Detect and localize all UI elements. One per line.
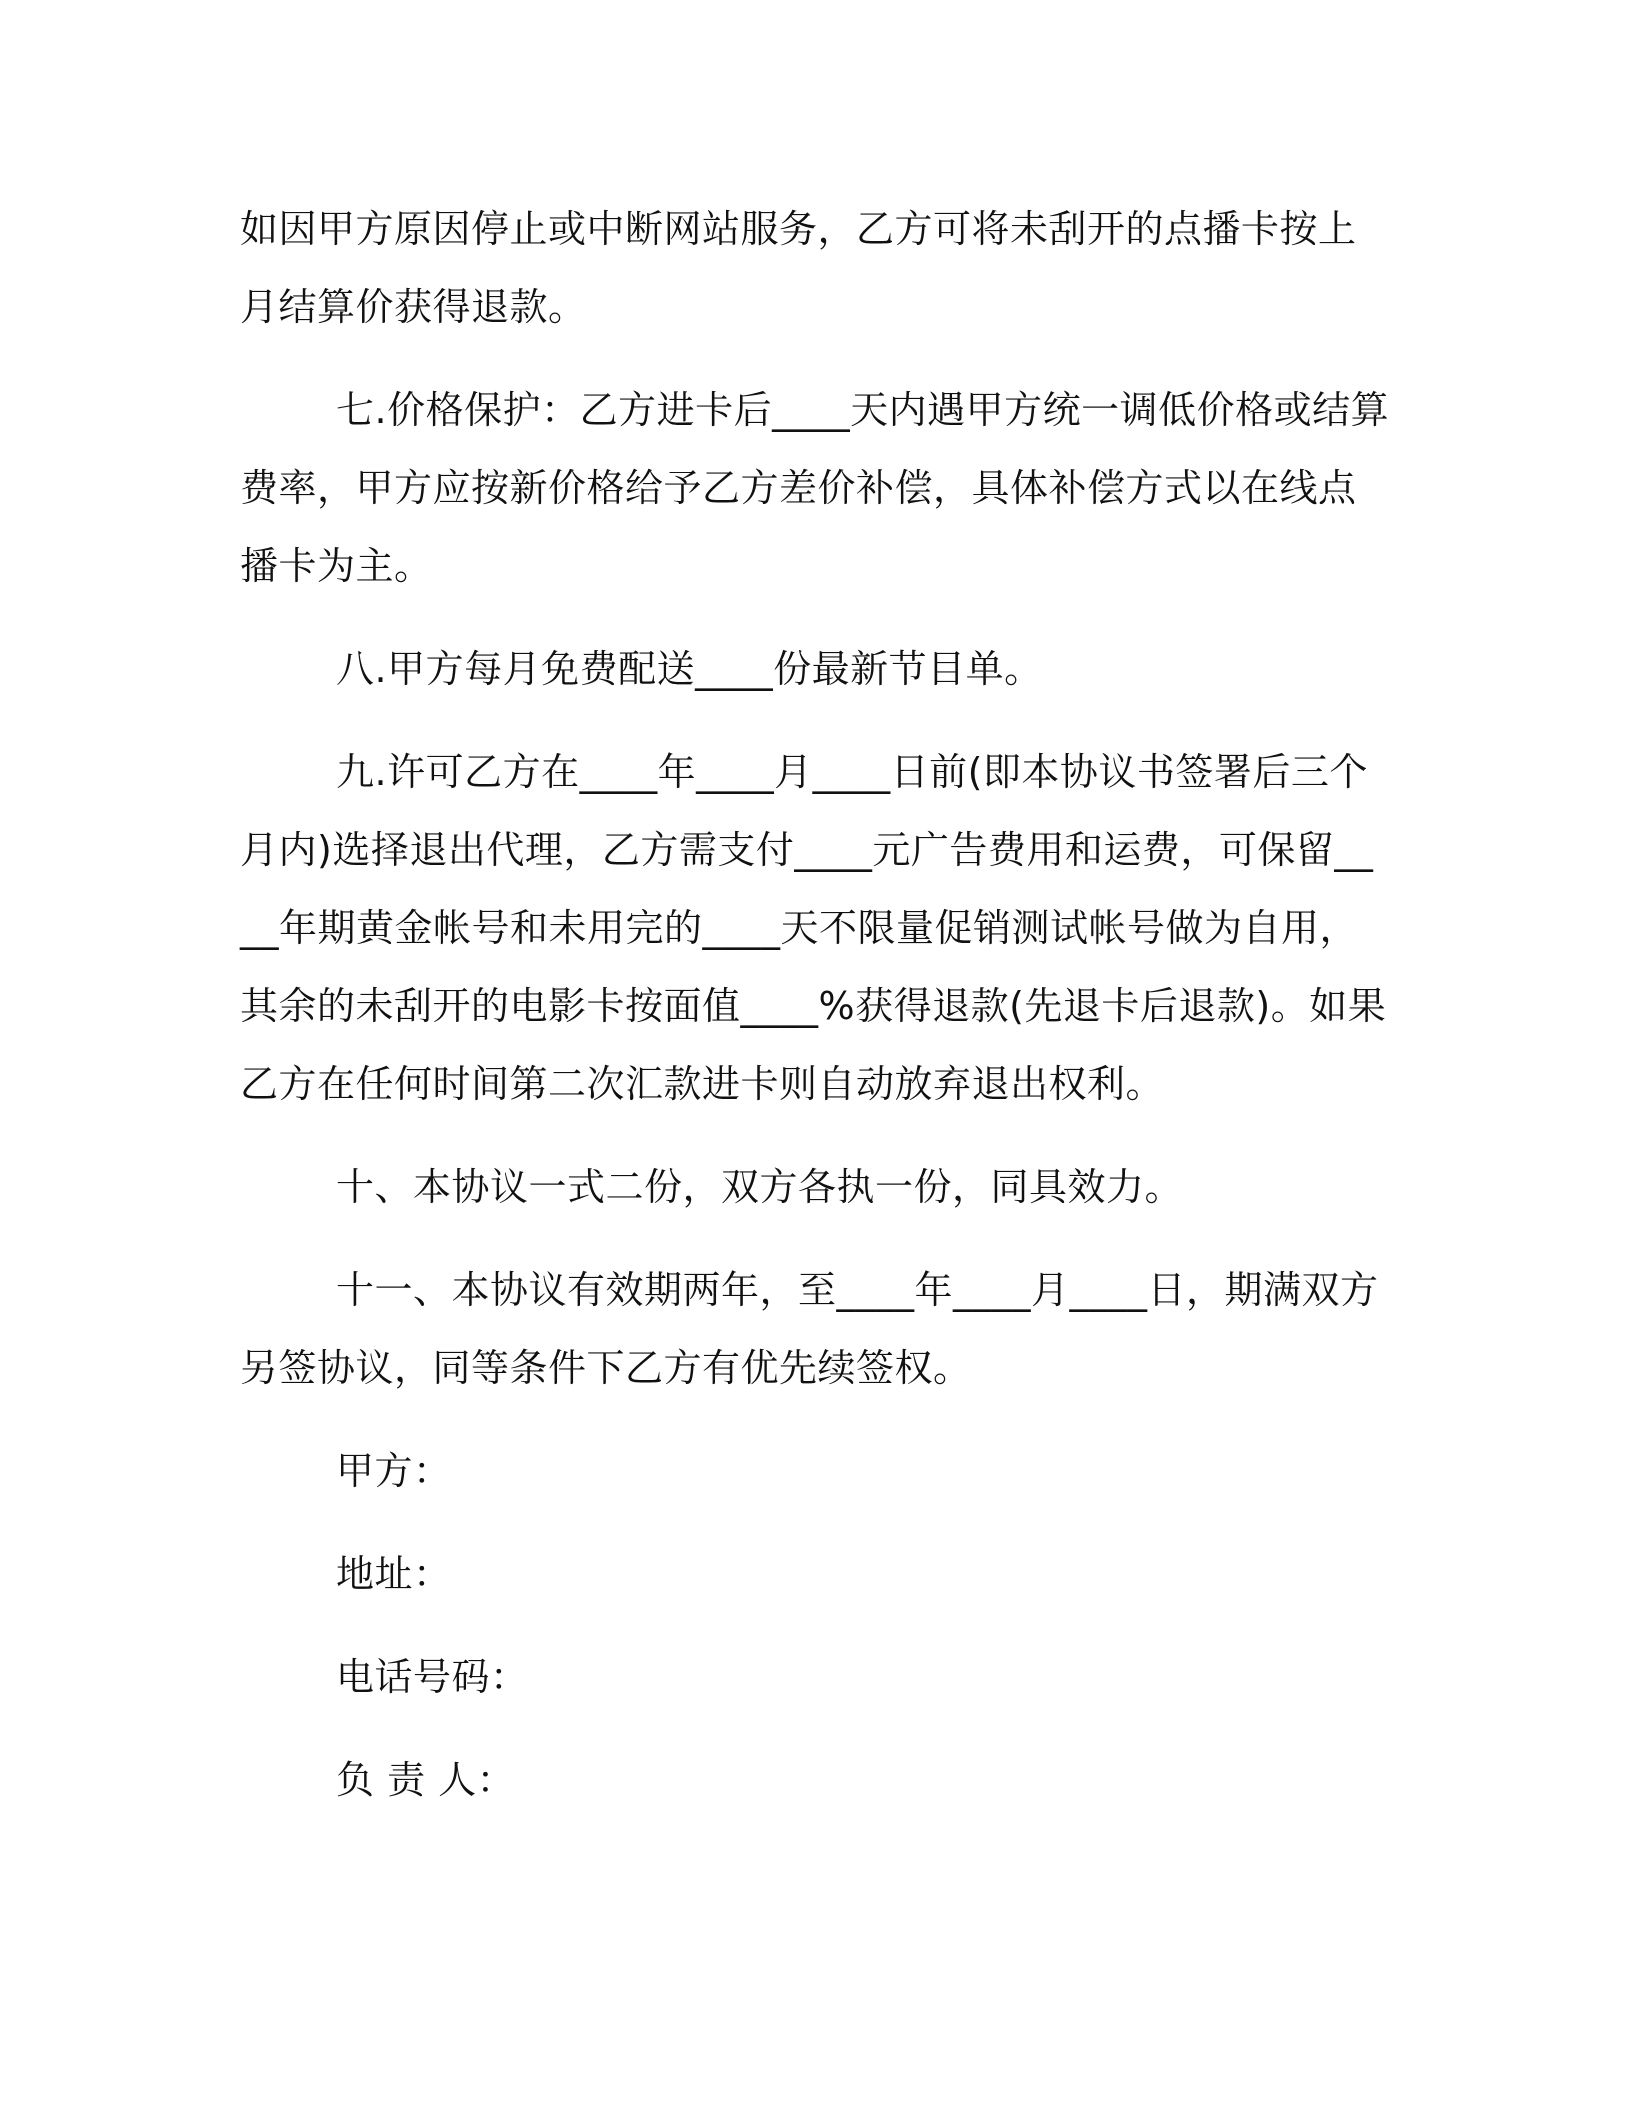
signature-party-a: 甲方：: [336, 1449, 452, 1493]
paragraph-refund-clause: 如因甲方原因停止或中断网站服务，乙方可将未刮开的点播卡按上月结算价获得退款。: [240, 207, 1357, 329]
paragraph-price-protection: 七.价格保护：乙方进卡后____天内遇甲方统一调低价格或结算费率，甲方应按新价格给予乙方差价补偿，具体补偿方式以在线点播卡为主。: [240, 388, 1390, 588]
document-body: [240, 190, 1390, 1844]
paragraph-free-program-list: 八.甲方每月免费配送____份最新节目单。: [336, 647, 1043, 691]
paragraph-exit-agency: 九.许可乙方在____年____月____日前(即本协议书签署后三个月内)选择退出代理，乙方需支付____元广告费用和运费，可保留____年期黄金帐号和未用完的____天不限量促销测试帐号做为自用，其余的未刮开的电影卡按面值____%获得退款(先退卡后退款)。如果乙方在任何时间第二次汇款进卡则自动放弃退出权利。: [240, 750, 1387, 1106]
signature-responsible: 负 责 人：: [336, 1758, 516, 1802]
paragraph-copies: 十、本协议一式二份，双方各执一份，同具效力。: [336, 1165, 1184, 1209]
signature-phone: 电话号码：: [336, 1655, 529, 1699]
paragraph-validity: 十一、本协议有效期两年，至____年____月____日，期满双方另签协议，同等条件下乙方有优先续签权。: [240, 1268, 1379, 1390]
signature-address: 地址：: [336, 1552, 452, 1596]
